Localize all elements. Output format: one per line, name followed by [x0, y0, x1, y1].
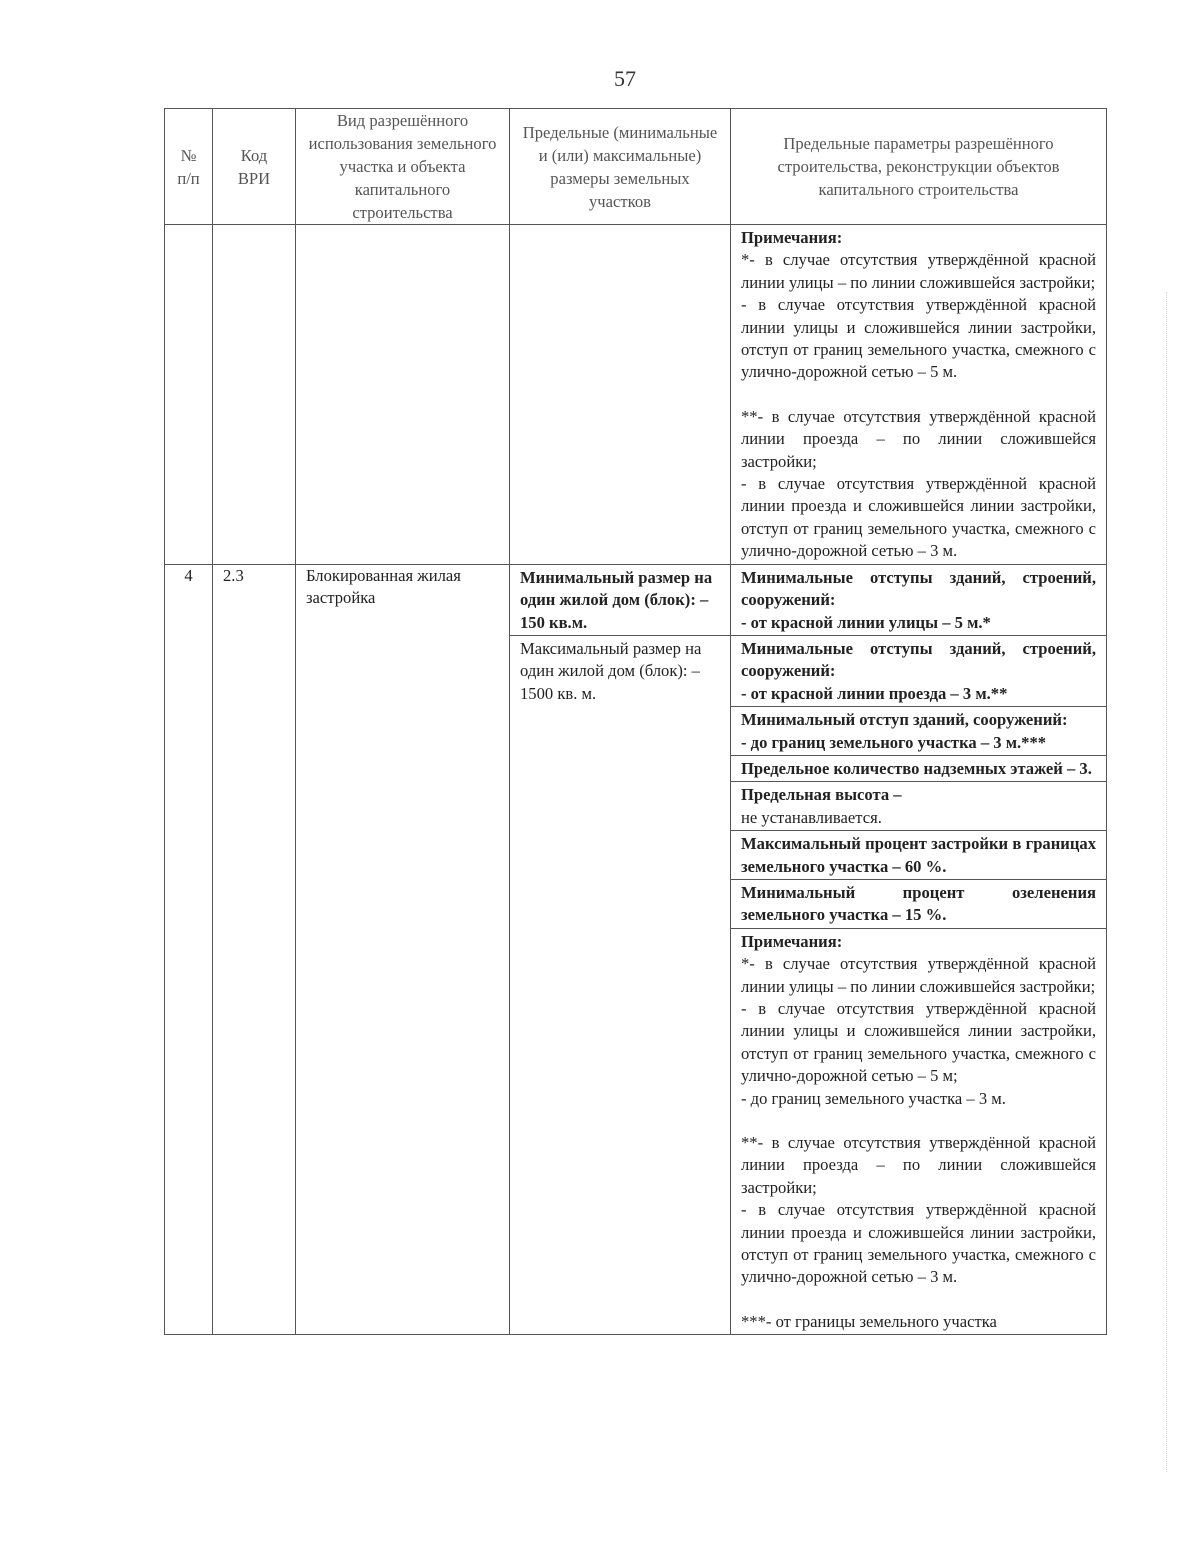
- note-paragraph: - в случае отсутствия утверждённой красной линии проезда и сложившейся линии застройки, отступ от границ земельного участка, смежного с улично-дорожной сетью – 3 м.: [741, 474, 1096, 561]
- param-floors: Предельное количество надземных этажей – 3.: [731, 755, 1107, 781]
- param-value: не устанавливается.: [741, 807, 882, 827]
- cell-empty: [213, 225, 296, 565]
- note-paragraph: - в случае отсутствия утверждённой красной линии проезда и сложившейся линии застройки, отступ от границ земельного участка, смежного с улично-дорожной сетью – 3 м.: [741, 1200, 1096, 1287]
- table-header-row: [165, 109, 1107, 225]
- param-setback-driveway: [731, 635, 1107, 706]
- notes-title: Примечания:: [741, 931, 843, 951]
- table-row: [165, 564, 1107, 635]
- param-max-coverage: Максимальный процент застройки в границах земельного участка – 60 %.: [731, 831, 1107, 880]
- scan-edge-line: [1166, 292, 1167, 1472]
- note-paragraph: **- в случае отсутствия утверждённой красной линии проезда – по линии сложившейся застройки;: [741, 1133, 1096, 1197]
- page-number: 57: [614, 66, 636, 91]
- note-paragraph: **- в случае отсутствия утверждённой красной линии проезда – по линии сложившейся застройки;: [741, 406, 1096, 471]
- header-plot-sizes: Предельные (минимальные и (или) максимальные) размеры земельных участков: [510, 109, 731, 225]
- note-paragraph: *- в случае отсутствия утверждённой красной линии улицы – по линии сложившейся застройки;: [741, 250, 1096, 292]
- row-code: 2.3: [213, 564, 296, 1335]
- param-title: Предельная высота –: [741, 785, 902, 805]
- header-use-type: Вид разрешённого использования земельного участка и объекта капитального строительства: [296, 109, 510, 225]
- note-paragraph: *- в случае отсутствия утверждённой красной линии улицы – по линии сложившейся застройки;: [741, 954, 1096, 996]
- param-min-greenery: Минимальный процент озеленения земельного участка – 15 %.: [731, 879, 1107, 928]
- param-title: Минимальные отступы зданий, строений, сооружений:: [741, 638, 1096, 681]
- cell-empty: [296, 225, 510, 565]
- row-use-type: Блокированная жилая застройка: [296, 564, 510, 1335]
- param-value: - от красной линии проезда – 3 м.**: [741, 683, 1008, 703]
- header-number: № п/п: [165, 109, 213, 225]
- param-value: - от красной линии улицы – 5 м.*: [741, 612, 991, 632]
- table-row-continuation: [165, 225, 1107, 565]
- param-setback-plot: [731, 707, 1107, 756]
- param-title: Минимальные отступы зданий, строений, сооружений:: [741, 567, 1096, 610]
- note-paragraph: - в случае отсутствия утверждённой красной линии улицы и сложившейся линии застройки, отступ от границ земельного участка, смежного с улично-дорожной сетью – 5 м;: [741, 999, 1096, 1086]
- header-parameters: Предельные параметры разрешённого строительства, реконструкции объектов капитального строительства: [731, 109, 1107, 225]
- plot-size-max: Максимальный размер на один жилой дом (блок): – 1500 кв. м.: [510, 635, 731, 1334]
- param-title: Минимальный отступ зданий, сооружений:: [741, 710, 1068, 730]
- plot-size-min: Минимальный размер на один жилой дом (блок): –150 кв.м.: [510, 564, 731, 635]
- param-setback-street: [731, 564, 1107, 635]
- param-value: - до границ земельного участка – 3 м.***: [741, 732, 1047, 752]
- notes-title: Примечания:: [741, 228, 843, 247]
- header-code: Код ВРИ: [213, 109, 296, 225]
- note-paragraph: - в случае отсутствия утверждённой красной линии улицы и сложившейся линии застройки, отступ от границ земельного участка, смежного с улично-дорожной сетью – 5 м.: [741, 295, 1096, 382]
- param-height: [731, 782, 1107, 831]
- cell-empty: [165, 225, 213, 565]
- row-number: 4: [165, 564, 213, 1335]
- cell-empty: [510, 225, 731, 565]
- note-paragraph: - до границ земельного участка – 3 м.: [741, 1088, 1006, 1108]
- notes-cell: [731, 928, 1107, 1335]
- zoning-table: [164, 108, 1107, 1335]
- note-paragraph: ***- от границы земельного участка: [741, 1311, 997, 1331]
- notes-cell-continued: [731, 225, 1107, 565]
